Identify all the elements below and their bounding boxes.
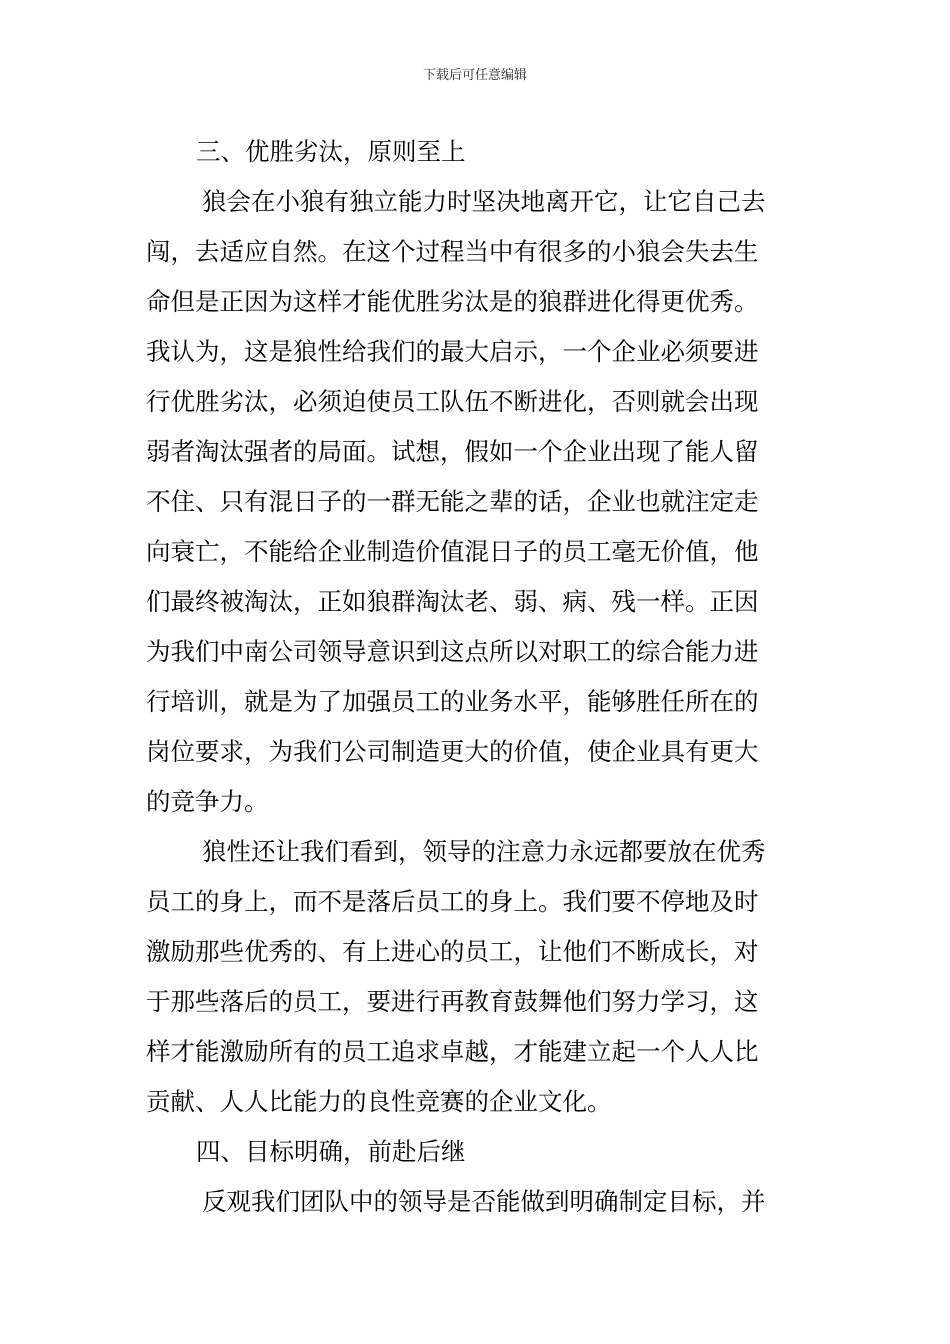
paragraph-line: 我认为，这是狼性给我们的最大启示，一个企业必须要进 bbox=[146, 337, 759, 366]
paragraph-line: 闯，去适应自然。在这个过程当中有很多的小狼会失去生 bbox=[146, 237, 759, 266]
paragraph-line: 反观我们团队中的领导是否能做到明确制定目标，并 bbox=[202, 1187, 766, 1216]
paragraph-line: 为我们中南公司领导意识到这点所以对职工的综合能力进 bbox=[146, 637, 759, 666]
paragraph-line: 弱者淘汰强者的局面。试想，假如一个企业出现了能人留 bbox=[146, 437, 759, 466]
paragraph-line: 贡献、人人比能力的良性竞赛的企业文化。 bbox=[146, 1087, 612, 1116]
paragraph-line: 狼性还让我们看到，领导的注意力永远都要放在优秀 bbox=[202, 837, 766, 866]
paragraph-line: 不住、只有混日子的一群无能之辈的话，企业也就注定走 bbox=[146, 487, 759, 516]
paragraph-line: 狼会在小狼有独立能力时坚决地离开它，让它自己去 bbox=[202, 187, 766, 216]
page-header: 下载后可任意编辑 bbox=[422, 68, 527, 83]
paragraph-line: 命但是正因为这样才能优胜劣汰是的狼群进化得更优秀。 bbox=[146, 287, 759, 316]
section-heading: 三、优胜劣汰，原则至上 bbox=[196, 137, 466, 166]
paragraph-line: 们最终被淘汰，正如狼群淘汰老、弱、病、残一样。正因 bbox=[146, 587, 759, 616]
document-body bbox=[146, 127, 808, 1227]
paragraph-line: 样才能激励所有的员工追求卓越，才能建立起一个人人比 bbox=[146, 1037, 759, 1066]
section-heading: 四、目标明确，前赴后继 bbox=[196, 1137, 466, 1166]
paragraph-line: 激励那些优秀的、有上进心的员工，让他们不断成长，对 bbox=[146, 937, 759, 966]
paragraph-line: 岗位要求，为我们公司制造更大的价值，使企业具有更大 bbox=[146, 737, 759, 766]
paragraph-line: 向衰亡，不能给企业制造价值混日子的员工毫无价值，他 bbox=[146, 537, 759, 566]
paragraph-line: 行优胜劣汰，必须迫使员工队伍不断进化，否则就会出现 bbox=[146, 387, 759, 416]
paragraph-line: 员工的身上，而不是落后员工的身上。我们要不停地及时 bbox=[146, 887, 759, 916]
paragraph-line: 行培训，就是为了加强员工的业务水平，能够胜任所在的 bbox=[146, 687, 759, 716]
paragraph-line: 于那些落后的员工，要进行再教育鼓舞他们努力学习，这 bbox=[146, 987, 759, 1016]
paragraph-line: 的竞争力。 bbox=[146, 787, 269, 816]
